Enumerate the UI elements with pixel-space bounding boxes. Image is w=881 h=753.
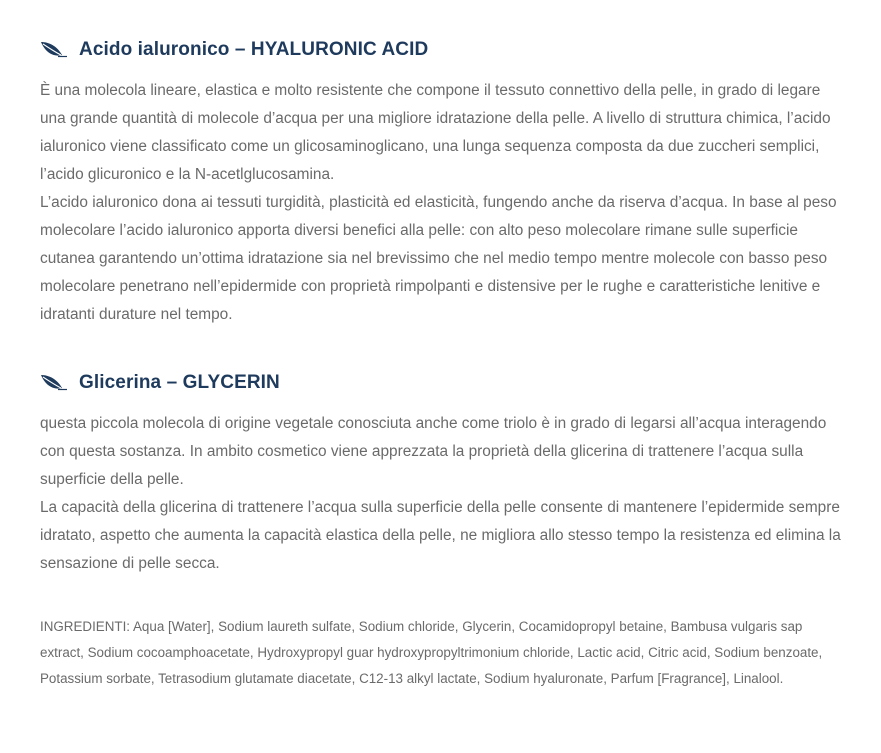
paragraph: L’acido ialuronico dona ai tessuti turgidità, plasticità ed elasticità, fungendo anche da riserva d’acqua. In base al peso molecolare l’acido ialuronico apporta diversi benefici alla pelle: con alto peso molecolare rimane sulle superficie cutanea garantendo un’ottima idratazione sia nel brevissimo che nel medio tempo mentre molecole con basso peso molecolare penetrano nell’epidermide con proprietà rimpolpanti e distensive per le rughe e caratteristiche lenitive e idratanti durature nel tempo.	[40, 194, 837, 323]
leaf-icon	[40, 39, 68, 61]
section-heading	[40, 35, 850, 65]
section-title: Glicerina – GLYCERIN	[79, 372, 280, 393]
paragraph: È una molecola lineare, elastica e molto resistente che compone il tessuto connettivo della pelle, in grado di legare una grande quantità di molecole d’acqua per una migliore idratazione della pelle. A livello di struttura chimica, l’acido ialuronico viene classificato come un glicosaminoglicano, una lunga sequenza composta da due zuccheri semplici, l’acido glicuronico e la N-acetlglucosamina.	[40, 82, 831, 183]
section-glycerin	[40, 368, 850, 578]
ingredients-list: INGREDIENTI: Aqua [Water], Sodium laureth sulfate, Sodium chloride, Glycerin, Cocamidopropyl betaine, Bambusa vulgaris sap extract, Sodium cocoamphoacetate, Hydroxypropyl guar hydroxypropyltrimonium chloride, Lactic acid, Citric acid, Sodium benzoate, Potassium sorbate, Tetrasodium glutamate diacetate, C12-13 alkyl lactate, Sodium hyaluronate, Parfum [Fragrance], Linalool.	[40, 619, 823, 686]
section-title: Acido ialuronico – HYALURONIC ACID	[79, 39, 429, 60]
section-body	[40, 77, 850, 329]
paragraph: questa piccola molecola di origine vegetale conosciuta anche come triolo è in grado di legarsi all’acqua interagendo con questa sostanza. In ambito cosmetico viene apprezzata la proprietà della glicerina di trattenere l’acqua sulla superficie della pelle.	[40, 415, 827, 488]
section-heading	[40, 368, 850, 398]
section-hyaluronic-acid	[40, 35, 850, 329]
section-body	[40, 410, 850, 578]
leaf-icon	[40, 372, 68, 394]
paragraph: La capacità della glicerina di trattenere l’acqua sulla superficie della pelle consente di mantenere l’epidermide sempre idratato, aspetto che aumenta la capacità elastica della pelle, ne migliora allo stesso tempo la resistenza ed elimina la sensazione di pelle secca.	[40, 499, 841, 572]
